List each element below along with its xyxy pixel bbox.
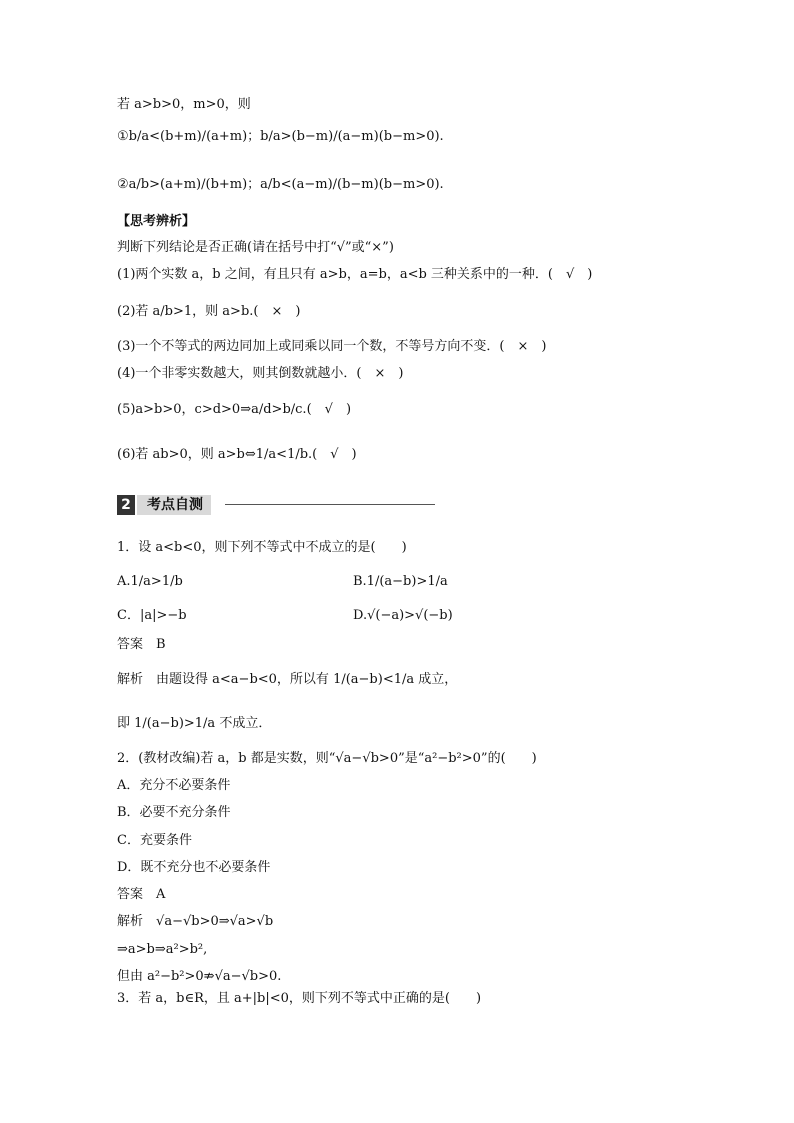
- judgement-text: (6)若 ab>0，则 a>b⇔1/a<1/b.: [117, 447, 313, 462]
- answer-value: A: [156, 887, 166, 902]
- question-2-analysis-2: ⇒a>b⇒a²>b²,: [117, 942, 208, 957]
- question-1-option-c: C．|a|>−b: [117, 608, 187, 623]
- section-header: [117, 494, 435, 516]
- judgement-mark: √: [324, 402, 333, 417]
- judgement-item: (2)若 a/b>1，则 a>b.( × ): [117, 304, 301, 319]
- section-title: 考点自测: [137, 495, 211, 515]
- question-2-option-c: C．充要条件: [117, 833, 192, 848]
- question-1-option-a: A.1/a>1/b: [117, 574, 183, 589]
- answer-label: 答案: [117, 637, 144, 652]
- analysis-label: 解析: [117, 672, 144, 687]
- judgement-mark: ×: [271, 304, 283, 319]
- thinking-heading: 【思考辨析】: [117, 214, 196, 229]
- judgement-item: (1)两个实数 a，b 之间，有且只有 a>b，a=b，a<b 三种关系中的一种．( √ ): [117, 267, 593, 282]
- judgement-text: (4)一个非零实数越大，则其倒数就越小．: [117, 366, 357, 381]
- judgement-item: (4)一个非零实数越大，则其倒数就越小．( × ): [117, 366, 404, 381]
- judgement-text: (1)两个实数 a，b 之间，有且只有 a>b，a=b，a<b 三种关系中的一种．: [117, 267, 548, 282]
- judgement-mark: ×: [517, 339, 529, 354]
- section-divider: [225, 504, 435, 505]
- question-2-option-d: D．既不充分也不必要条件: [117, 860, 271, 875]
- question-2-analysis-3: 但由 a²−b²>0⇏√a−√b>0.: [117, 969, 282, 984]
- judgement-text: (2)若 a/b>1，则 a>b.: [117, 304, 254, 319]
- property-2: ②a/b>(a+m)/(b+m)；a/b<(a−m)/(b−m)(b−m>0).: [117, 177, 444, 192]
- judgement-mark: ×: [374, 366, 386, 381]
- question-1-answer: [117, 636, 166, 654]
- judgement-text: (3)一个不等式的两边同加上或同乘以同一个数，不等号方向不变．: [117, 339, 500, 354]
- section-number: 2: [117, 495, 135, 515]
- judgement-item: (3)一个不等式的两边同加上或同乘以同一个数，不等号方向不变．( × ): [117, 339, 547, 354]
- question-1-analysis-cont: 即 1/(a−b)>1/a 不成立．: [117, 716, 272, 731]
- judgement-text: (5)a>b>0，c>d>0⇒a/d>b/c.: [117, 402, 307, 417]
- judgement-mark: √: [566, 267, 575, 282]
- question-1-analysis: [117, 671, 457, 689]
- thinking-instruction: 判断下列结论是否正确(请在括号中打“√”或“×”): [117, 240, 394, 255]
- question-1-option-b: B.1/(a−b)>1/a: [353, 574, 448, 589]
- judgement-item: (5)a>b>0，c>d>0⇒a/d>b/c.( √ ): [117, 402, 352, 417]
- judgement-mark: √: [330, 447, 339, 462]
- analysis-text: 由题设得 a<a−b<0，所以有 1/(a−b)<1/a 成立，: [156, 672, 458, 687]
- intro-line: 若 a>b>0，m>0，则: [117, 97, 251, 112]
- question-2-option-a: A．充分不必要条件: [117, 778, 231, 793]
- analysis-label: 解析: [117, 914, 144, 929]
- property-1: ①b/a<(b+m)/(a+m)；b/a>(b−m)/(a−m)(b−m>0).: [117, 129, 444, 144]
- question-2-option-b: B．必要不充分条件: [117, 805, 231, 820]
- answer-value: B: [156, 637, 166, 652]
- question-2-answer: [117, 886, 165, 904]
- question-1-stem: 1．设 a<b<0，则下列不等式中不成立的是( ): [117, 540, 407, 555]
- question-2-stem: 2．(教材改编)若 a，b 都是实数，则“√a−√b>0”是“a²−b²>0”的( ): [117, 751, 537, 766]
- analysis-text: √a−√b>0⇒√a>√b: [156, 914, 274, 929]
- question-2-analysis: [117, 913, 273, 931]
- answer-label: 答案: [117, 887, 144, 902]
- judgement-item: (6)若 ab>0，则 a>b⇔1/a<1/b.( √ ): [117, 447, 357, 462]
- question-3-stem: 3．若 a，b∈R，且 a+|b|<0，则下列不等式中正确的是( ): [117, 991, 482, 1006]
- question-1-option-d: D.√(−a)>√(−b): [353, 608, 453, 623]
